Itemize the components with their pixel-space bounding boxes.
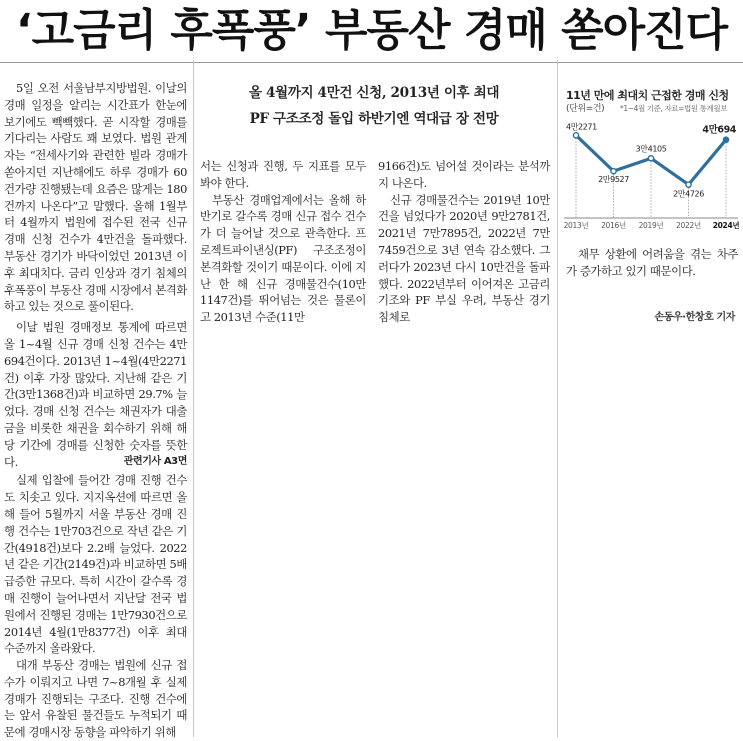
x-tick-label: 2019년 [638, 221, 664, 230]
byline: 손동우·한창호 기자 [654, 312, 735, 323]
chart-unit: (단위=건) [566, 104, 605, 114]
chart-title: 11년 만에 최대치 근접한 경매 신청 [566, 89, 729, 102]
column-divider [557, 60, 558, 737]
data-point [723, 137, 728, 142]
paragraph: 대개 부동산 경매는 법원에 신규 접수가 이뤄지고 나면 7~8개월 후 실제 경매가 진행되는 구조다. 진행 건수에는 앞서 유찰된 물건들도 누적되기 때문에 경매시장 동향을 파악하기 위해 [4, 658, 187, 740]
headline: ‘고금리 후폭풍’ 부동산 경매 쏟아진다 [15, 5, 728, 56]
data-label: 2만4726 [673, 189, 704, 199]
column-divider [193, 60, 194, 737]
subheadline [196, 80, 552, 132]
column-3 [378, 158, 550, 326]
paragraph: 9166건)도 넘어설 것이라는 분석까지 나온다. [378, 159, 550, 190]
paragraph: 부동산 경매업계에서는 올해 하반기로 갈수록 경매 신규 접수 건수가 더 늘어날 것으로 관측한다. 프로젝트파이낸싱(PF) 구조조정이 본격화할 것이기 때문이다. 이에 지난 한 해 신규 경매물건수(10만1147건)를 뛰어넘는 것은 물론이고 2013년 수준(11만 [200, 192, 366, 325]
subheadline-line-1: 올 4월까지 4만건 신청, 2013년 이후 최대 [248, 85, 500, 101]
paragraph: 이날 법원 경매정보 통계에 따르면 올 1~4월 신규 경매 신청 건수는 4만694건이다. 2013년 1~4월(4만2271건) 이후 가장 많았다. 지난해 같은 기간(3만1368건)과 비교하면 29.7% 늘었다. 경매 신청 건수는 채권자가 대출금을 비롯한 채권을 회수하기 위해 해당 기간에 경매를 신청한 숫자를 뜻한다. [4, 320, 187, 469]
paragraph: 서는 신청과 진행, 두 지표를 모두 봐야 한다. [200, 159, 366, 190]
paragraph: 실제 입찰에 들어간 경매 진행 건수도 치솟고 있다. 지지옥션에 따르면 올해 들어 5월까지 서울 부동산 경매 진행 건수는 1만703건으로 작년 같은 기간(4918건)보다 2.2배 늘었다. 2022년 같은 기간(2149건)과 비교하면 5배 급증한 규모다. 특히 시간이 갈수록 경매 진행이 늘어나면서 지난달 전국 법원에서 진행된 경매는 1만7930건으로 2014년 4월(1만8377건) 이후 최대 수준까지 올라왔다. [4, 473, 187, 656]
x-tick-label: 2024년 [712, 221, 740, 230]
data-point [648, 156, 653, 161]
data-point [573, 133, 578, 138]
paragraph: 채무 상환에 어려움을 겪는 차주가 증가하고 있기 때문이다. [566, 247, 738, 278]
data-point [611, 169, 616, 174]
x-tick-label: 2022년 [676, 221, 701, 230]
headline-rule [0, 62, 743, 63]
related-article-ref[interactable]: 관련기사 A3면 [123, 456, 187, 468]
column-2 [200, 158, 366, 326]
data-point [686, 182, 691, 187]
subheadline-line-2: PF 구조조정 돌입 하반기엔 역대급 장 전망 [249, 111, 499, 127]
x-tick-label: 2016년 [601, 221, 626, 230]
column-4 [566, 246, 738, 280]
auction-line-chart [562, 114, 740, 234]
data-label: 3만4105 [635, 144, 667, 154]
chart-source-note: *1~4월 기준, 자료=법원 통계월보 [620, 104, 728, 113]
paragraph: 5일 오전 서울남부지방법원. 이날의 경매 일정을 알리는 시간표가 한눈에 보기에도 빽빽했다. 곧 시작할 경매를 기다리는 사람도 꽤 보였다. 법원 관계자는 “전세사기와 관련한 빌라 경매가 쏟아지던 지난해에도 하루 경매가 60건가량 진행됐는데 요즘은 많게는 180건까지 나온다”고 말했다. 올해 1월부터 4월까지 법원에 접수된 전국 신규 경매 신청 건수가 4만건을 돌파했다. 부동산 경기가 바닥이었던 2013년 이후 최대치다. 금리 인상과 경기 침체의 후폭풍이 부동산 경매 시장에서 본격화하고 있는 것으로 풀이된다. [4, 81, 187, 314]
data-label: 4만694 [702, 124, 736, 136]
data-label: 4만2271 [566, 122, 597, 132]
x-tick-label: 2013년 [563, 221, 589, 230]
paragraph: 신규 경매물건수는 2019년 10만건을 넘었다가 2020년 9만2781건, 2021년 7만7895건, 2022년 7만7459건으로 3년 연속 감소했다. 그러다가 2023년 다시 10만건을 돌파했다. 2022년부터 이어져온 고금리 기조와 PF 부실 우려, 부동산 경기 침체로 [378, 192, 550, 325]
data-label: 2만9527 [598, 175, 629, 185]
column-1 [4, 80, 187, 741]
